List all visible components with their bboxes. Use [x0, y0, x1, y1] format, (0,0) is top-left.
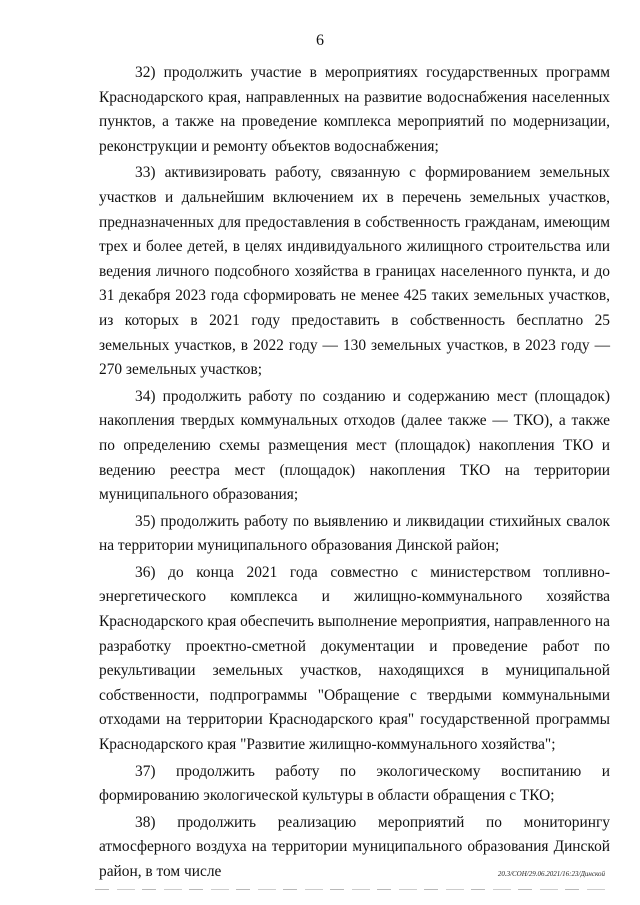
- paragraph-36: 36) до конца 2021 года совместно с министерством топливно-энергетического комплекса и жилищно-коммунального хозяйства Краснодарского края обеспечить выполнение мероприятия, направленного на разработку проектно-сметной документации и проведение работ по рекультивации земельных участков, находящихся в муниципальной собственности, подпрограммы "Обращение с твердыми коммунальными отходами на территории Краснодарского края" государственной программы Краснодарского края "Развитие жилищно-коммунального хозяйства";: [99, 563, 610, 754]
- document-footer-code: 20.3/СОН/29.06.2021/16:23/Динской: [497, 870, 605, 878]
- paragraph-32: 32) продолжить участие в мероприятиях государственных программ Краснодарского края, направленных на развитие водоснабжения населенных пунктов, а также на проведение комплекса мероприятий по модернизации, реконструкции и ремонту объектов водоснабжения;: [99, 64, 610, 155]
- document-body: [99, 61, 610, 885]
- paragraph-35: 35) продолжить работу по выявлению и ликвидации стихийных свалок на территории муниципального образования Динской район;: [99, 512, 610, 555]
- paragraph-34: 34) продолжить работу по созданию и содержанию мест (площадок) накопления твердых коммунальных отходов (далее также — ТКО), а также по определению схемы размещения мест (площадок) накопления ТКО и ведению реестра мест (площадок) накопления ТКО на территории муниципального образования;: [99, 387, 610, 504]
- paragraph-33: 33) активизировать работу, связанную с формированием земельных участков и дальнейшим включением их в перечень земельных участков, предназначенных для предоставления в собственность гражданам, имеющим трех и более детей, в целях индивидуального жилищного строительства или ведения личного подсобного хозяйства в границах населенного пункта, и до 31 декабря 2023 года сформировать не менее 425 таких земельных участков, из которых в 2021 году предоставить в собственность бесплатно 25 земельных участков, в 2022 году — 130 земельных участков, в 2023 году — 270 земельных участков;: [99, 164, 610, 379]
- scan-artifact-line: [95, 889, 605, 890]
- paragraph-37: 37) продолжить работу по экологическому воспитанию и формированию экологической культуры в области обращения с ТКО;: [99, 762, 610, 805]
- page-number: 6: [316, 32, 324, 49]
- paragraph-38: 38) продолжить реализацию мероприятий по мониторингу атмосферного воздуха на территории муниципального образования Динской район, в том числе: [99, 813, 610, 880]
